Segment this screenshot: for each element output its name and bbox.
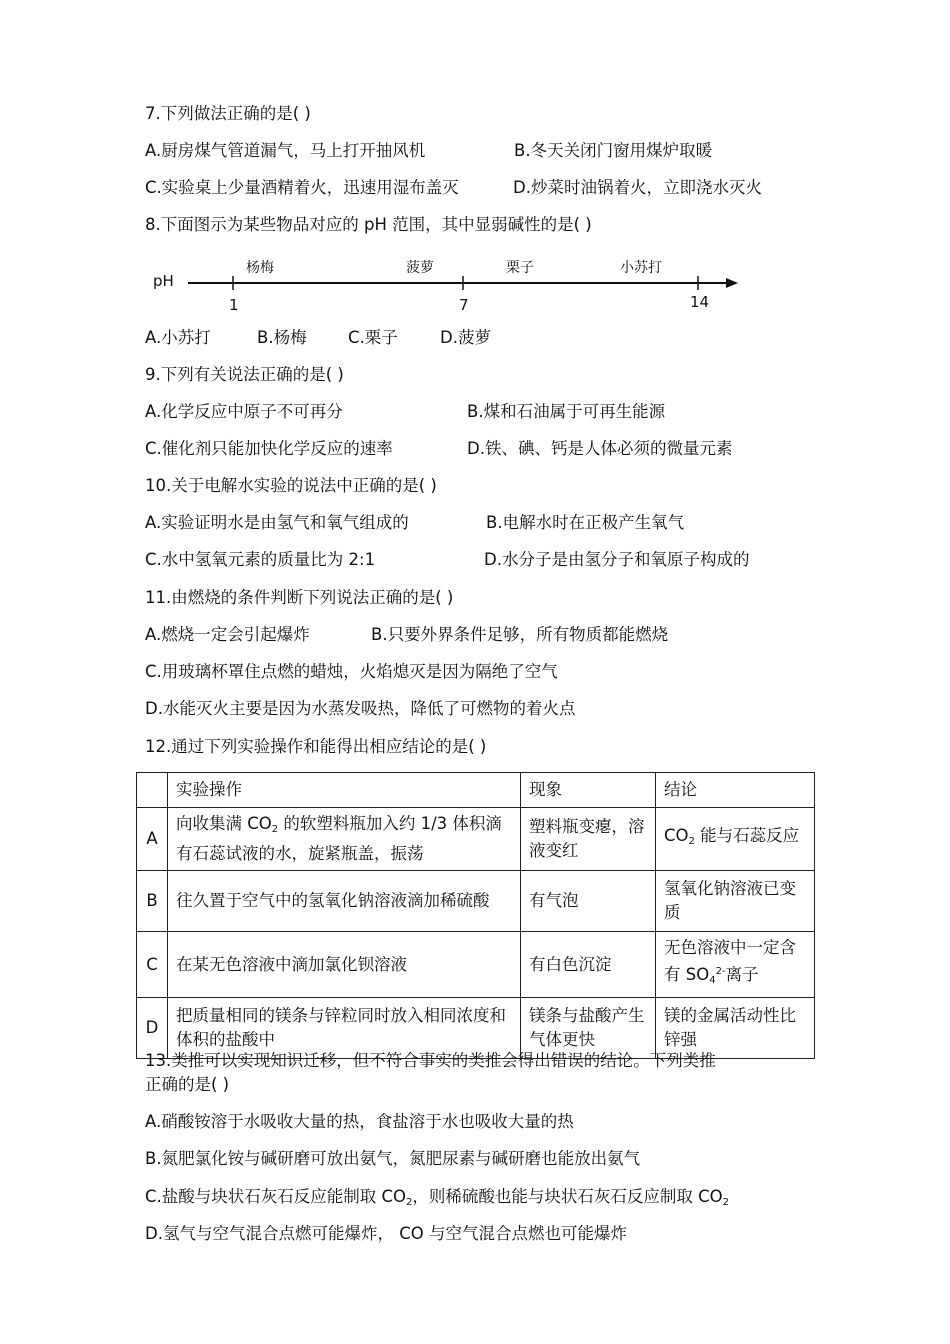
row-letter: C [137, 932, 168, 998]
q8-option-d: D.菠萝 [440, 328, 491, 347]
q9-option-a: A.化学反应中原子不可再分 [145, 402, 343, 421]
table-header-phenomenon: 现象 [521, 773, 656, 808]
q11-option-b: B.只要外界条件足够，所有物质都能燃烧 [371, 625, 669, 644]
table-row [137, 932, 815, 998]
q13-option-d: D.氢气与空气混合点燃可能爆炸， CO 与空气混合点燃也可能爆炸 [145, 1224, 627, 1243]
table-row [137, 808, 815, 871]
q11-option-d: D.水能灭火主要是因为水蒸发吸热，降低了可燃物的着火点 [145, 699, 576, 718]
table-header-row [137, 773, 815, 808]
q10-stem: 10.关于电解水实验的说法中正确的是( ) [145, 476, 437, 495]
q9-option-c: C.催化剂只能加快化学反应的速率 [145, 439, 393, 458]
q10-option-c: C.水中氢氧元素的质量比为 2:1 [145, 550, 376, 569]
ph-tick-label-7: 7 [459, 296, 469, 314]
q9-stem: 9.下列有关说法正确的是( ) [145, 365, 344, 384]
q11-stem: 11.由燃烧的条件判断下列说法正确的是( ) [145, 588, 454, 607]
q13-option-b: B.氮肥氯化铵与碱研磨可放出氨气，氮肥尿素与碱研磨也能放出氨气 [145, 1149, 641, 1168]
row-operation: 向收集满 $CO_2$ 的软塑料瓶加入约 1/3 体积滴有石蕊试液的水，旋紧瓶盖，振荡 [168, 808, 521, 871]
q7-option-d: D.炒菜时油锅着火，立即浇水灭火 [513, 178, 762, 197]
row-conclusion: 镁的金属活动性比锌强 [656, 998, 815, 1059]
q11-option-a: A.燃烧一定会引起爆炸 [145, 625, 310, 644]
q10-option-b: B.电解水时在正极产生氧气 [486, 513, 685, 532]
ph-item-yangmei: 杨梅 [246, 260, 274, 276]
row-letter: B [137, 871, 168, 932]
q7-option-b: B.冬天关闭门窗用煤炉取暖 [514, 141, 713, 160]
row-phenomenon: 有白色沉淀 [521, 932, 656, 998]
q7-option-a: A.厨房煤气管道漏气，马上打开抽风机 [145, 141, 426, 160]
table-header-operation: 实验操作 [168, 773, 521, 808]
row-operation: 往久置于空气中的氢氧化钠溶液滴加稀硫酸 [168, 871, 521, 932]
ph-tick-label-1: 1 [229, 296, 239, 314]
q12-stem: 12.通过下列实验操作和能得出相应结论的是( ) [145, 737, 487, 756]
ph-scale-diagram [150, 250, 750, 320]
row-conclusion: 氢氧化钠溶液已变质 [656, 871, 815, 932]
ph-tick-label-14: 14 [690, 293, 710, 311]
table-row [137, 871, 815, 932]
q10-option-a: A.实验证明水是由氢气和氧气组成的 [145, 513, 409, 532]
q7-option-c: C.实验桌上少量酒精着火，迅速用湿布盖灭 [145, 178, 459, 197]
q8-stem: 8.下面图示为某些物品对应的 pH 范围，其中显弱碱性的是( ) [145, 215, 592, 234]
q8-option-a: A.小苏打 [145, 328, 211, 347]
row-operation: 把质量相同的镁条与锌粒同时放入相同浓度和体积的盐酸中 [168, 998, 521, 1059]
q7-stem: 7.下列做法正确的是( ) [145, 104, 311, 123]
q9-option-b: B.煤和石油属于可再生能源 [467, 402, 666, 421]
row-conclusion: 无色溶液中一定含有 $SO_4^{2-}$离子 [656, 932, 815, 998]
row-operation: 在某无色溶液中滴加氯化钡溶液 [168, 932, 521, 998]
row-conclusion: $CO_2$ 能与石蕊反应 [656, 808, 815, 871]
experiment-table [136, 772, 815, 1059]
q9-option-d: D.铁、碘、钙是人体必须的微量元素 [467, 439, 733, 458]
q11-option-c: C.用玻璃杯罩住点燃的蜡烛，火焰熄灭是因为隔绝了空气 [145, 662, 558, 681]
ph-item-xiaosuda: 小苏打 [620, 260, 662, 276]
ph-item-boluo: 菠萝 [406, 260, 434, 276]
q13-stem-line1: 13.类推可以实现知识迁移，但不符合事实的类推会得出错误的结论。下列类推 [145, 1051, 716, 1070]
q13-stem-line2: 正确的是( ) [145, 1075, 230, 1094]
table-header-blank [137, 773, 168, 808]
row-phenomenon: 镁条与盐酸产生气体更快 [521, 998, 656, 1059]
q8-option-b: B.杨梅 [257, 328, 307, 347]
row-phenomenon: 有气泡 [521, 871, 656, 932]
q13-option-c: C.盐酸与块状石灰石反应能制取 $CO_2$，则稀硫酸也能与块状石灰石反应制取 $CO_2$ [145, 1187, 730, 1208]
table-header-conclusion: 结论 [656, 773, 815, 808]
row-phenomenon: 塑料瓶变瘪，溶液变红 [521, 808, 656, 871]
q10-option-d: D.水分子是由氢分子和氧原子构成的 [484, 550, 750, 569]
row-letter: D [137, 998, 168, 1059]
q8-option-c: C.栗子 [348, 328, 398, 347]
row-letter: A [137, 808, 168, 871]
q13-option-a: A.硝酸铵溶于水吸收大量的热，食盐溶于水也吸收大量的热 [145, 1112, 574, 1131]
ph-label: pH [153, 272, 174, 290]
ph-item-lizi: 栗子 [506, 260, 534, 276]
ph-axis-arrow [726, 278, 738, 288]
